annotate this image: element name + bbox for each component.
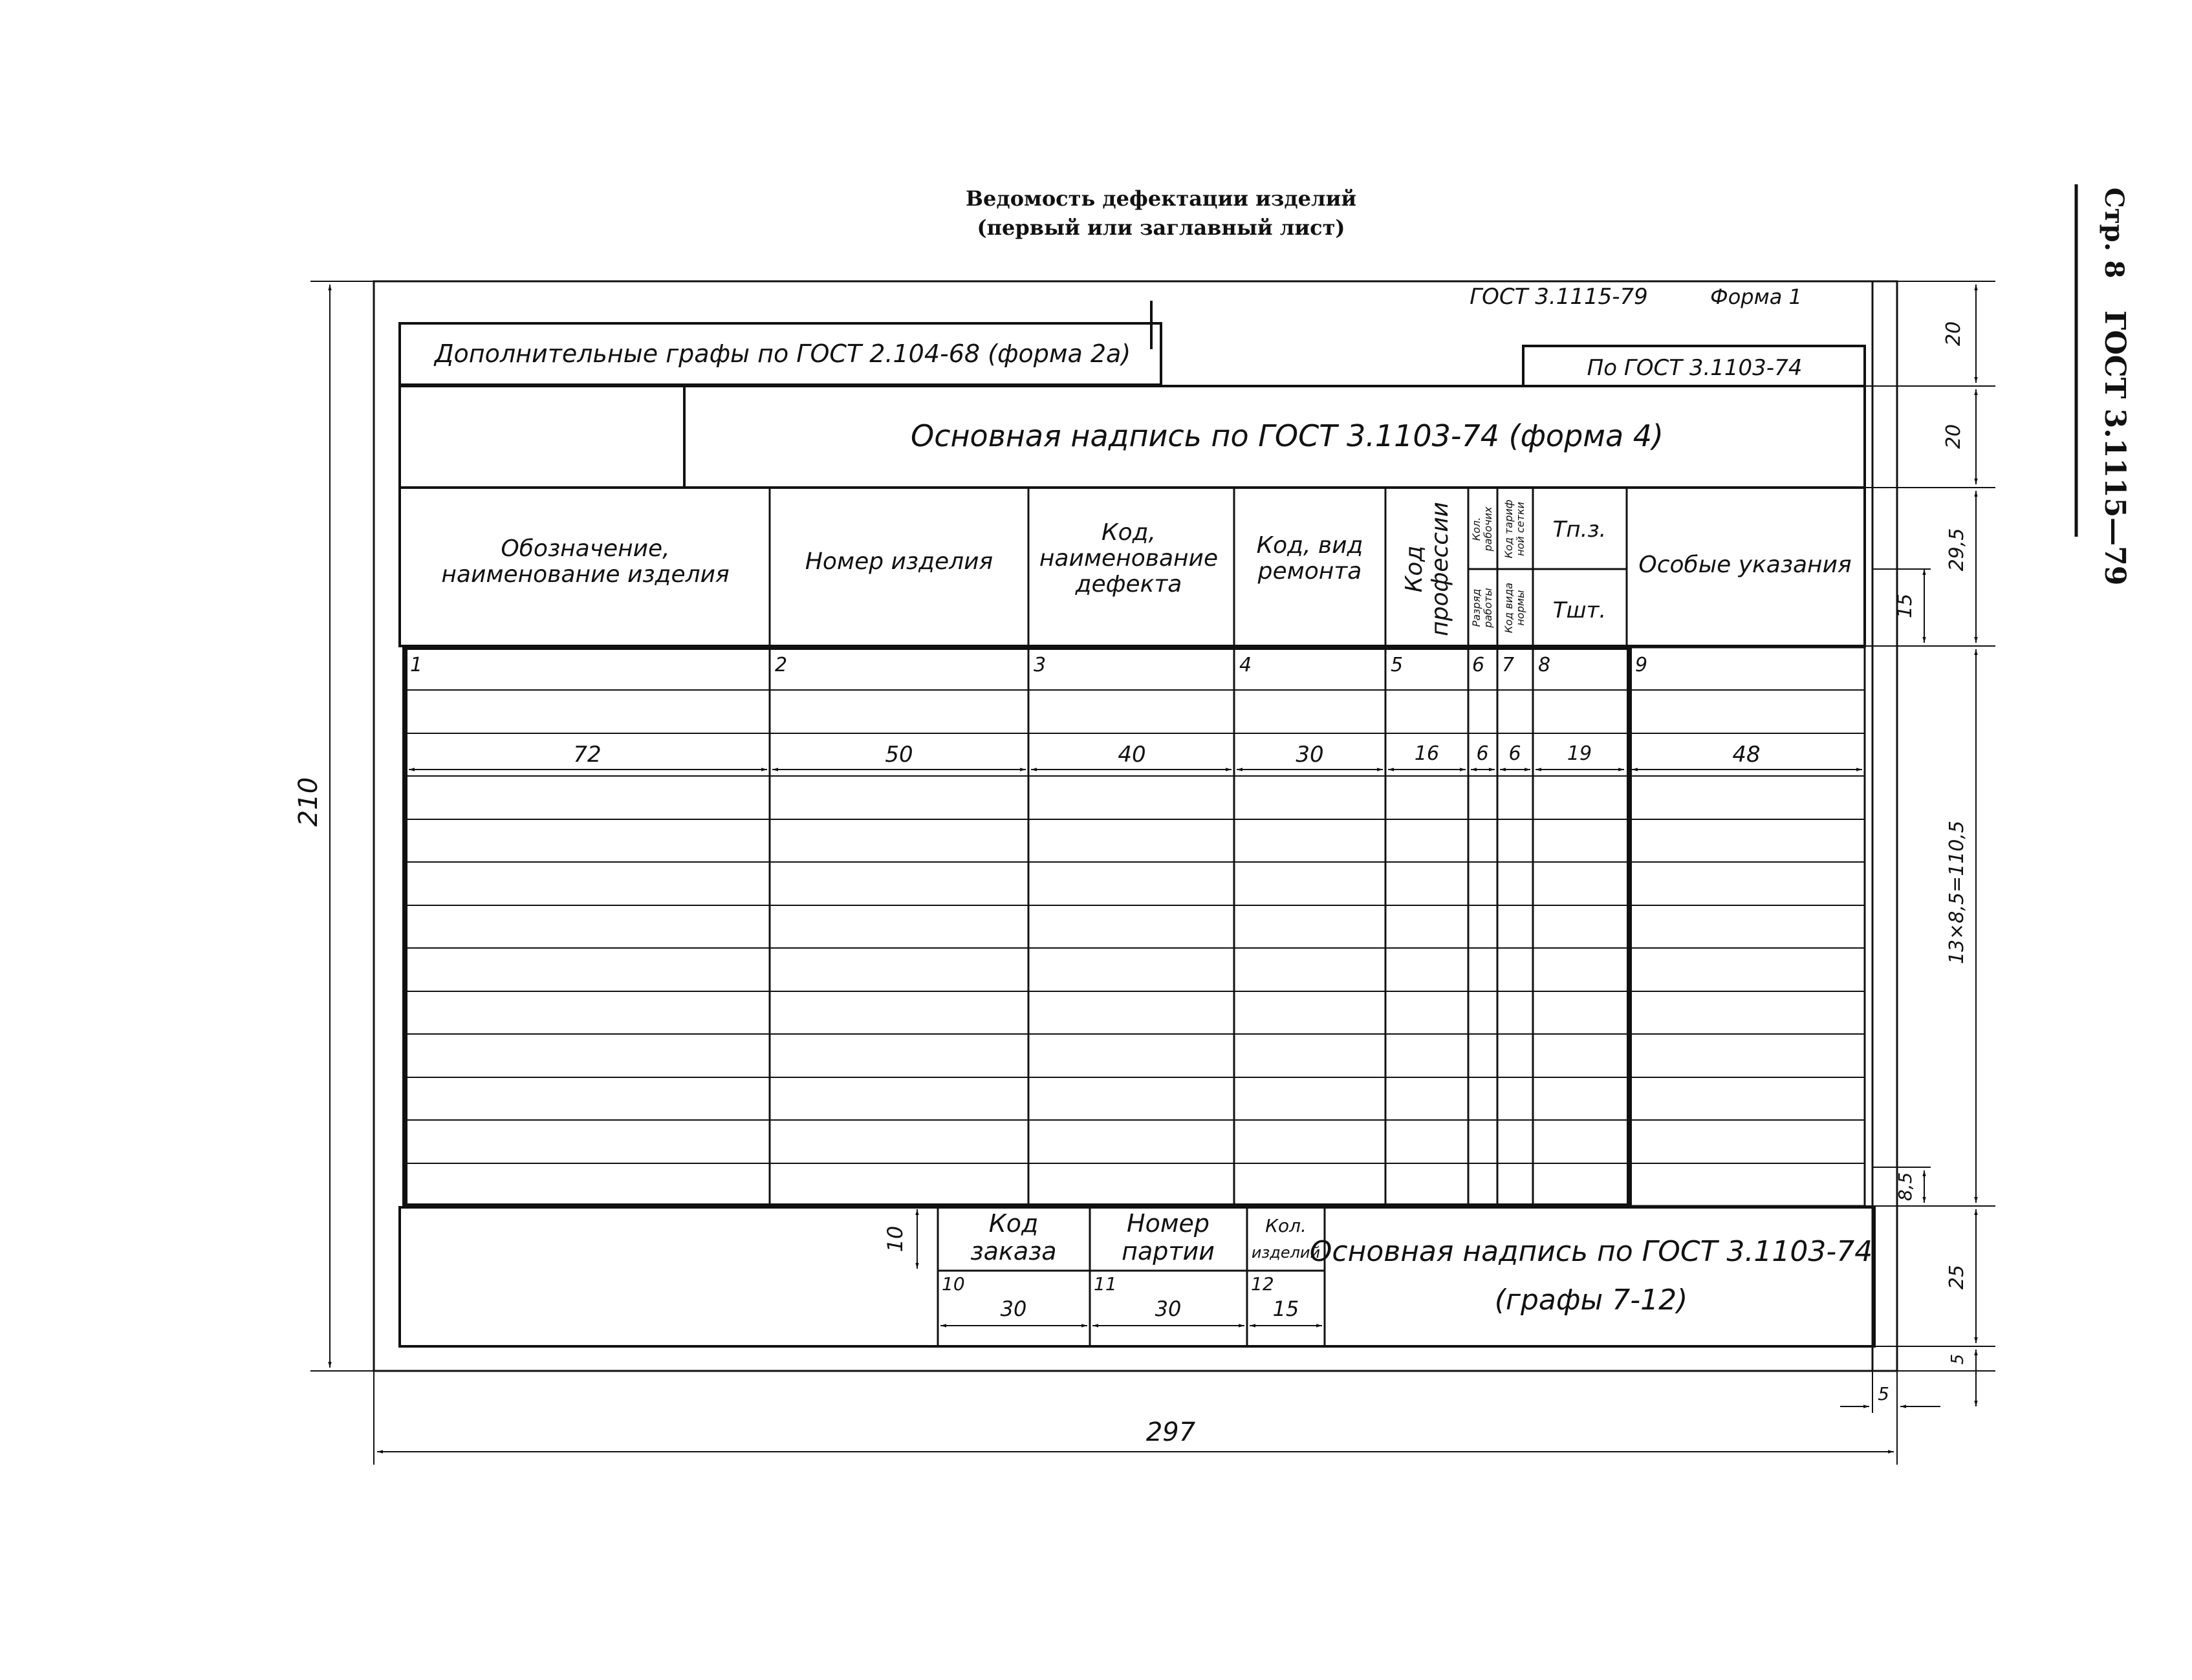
footer-batch-1: Номер — [1127, 1209, 1210, 1238]
header-workers — [1470, 506, 1494, 552]
footer-stamp-1: Основная надпись по ГОСТ 3.1103-74 — [1309, 1235, 1873, 1268]
col-number-6: 6 — [1472, 654, 1485, 676]
header-defect-2: наименование — [1039, 545, 1219, 572]
col-width-8: 19 — [1567, 742, 1592, 765]
table-body-box — [405, 647, 1629, 1206]
footer-num-10: 10 — [942, 1273, 965, 1295]
page-subtitle: (первый или заглавный лист) — [977, 215, 1345, 240]
footer-width-10: 30 — [1000, 1297, 1027, 1321]
header-special: Особые указания — [1638, 552, 1852, 578]
col-width-1: 72 — [573, 742, 602, 768]
col-width-3: 40 — [1118, 742, 1146, 768]
page-title: Ведомость дефектации изделий — [965, 186, 1357, 211]
header-tpz: Тп.з. — [1552, 517, 1607, 543]
col-number-3: 3 — [1034, 654, 1047, 676]
dim-r-5: 5 — [1948, 1353, 1968, 1365]
main-stamp-label: Основная надпись по ГОСТ 3.1103-74 (форма 4) — [910, 418, 1664, 453]
col-number-4: 4 — [1239, 654, 1252, 676]
dim-r-20b: 20 — [1942, 424, 1965, 449]
header-repair-2: ремонта — [1257, 558, 1362, 585]
header-profession — [1401, 502, 1453, 636]
col-width-5: 16 — [1414, 742, 1440, 765]
dim-r-25: 25 — [1946, 1264, 1968, 1290]
footer-width-11: 30 — [1155, 1297, 1182, 1321]
header-designation-1: Обозначение, — [501, 535, 670, 562]
width-dimension-label: 297 — [1145, 1417, 1196, 1447]
footer-num-12: 12 — [1251, 1273, 1274, 1295]
dim-r-29-5: 29,5 — [1946, 528, 1968, 572]
footer-order-code-1: Код — [988, 1209, 1039, 1238]
dim-r-15: 15 — [1894, 593, 1916, 619]
col-number-7: 7 — [1502, 654, 1515, 676]
col-number-2: 2 — [775, 654, 788, 676]
header-grade — [1470, 588, 1494, 629]
header-defect-1: Код, — [1101, 519, 1156, 546]
header-repair-1: Код, вид — [1256, 532, 1363, 559]
header-designation-2: наименование изделия — [441, 561, 730, 588]
side-page-label — [2098, 188, 2131, 585]
col-width-7: 6 — [1508, 742, 1521, 765]
footer-qty-2: изделий — [1251, 1244, 1321, 1262]
dim-r-20a: 20 — [1942, 321, 1965, 347]
form-gost-label: ГОСТ 3.1115-79 — [1470, 284, 1648, 310]
header-grade-1: Разряд — [1470, 588, 1482, 627]
form-number-label: Форма 1 — [1710, 285, 1802, 309]
dim-r-rows: 13×8,5=110,5 — [1946, 820, 1968, 965]
footer-order-code-2: заказа — [970, 1237, 1057, 1265]
width-dimension — [374, 1371, 1897, 1465]
header-norm — [1503, 583, 1526, 633]
header-profession-1: Код — [1401, 545, 1427, 593]
col-number-1: 1 — [410, 654, 423, 676]
header-norm-1: Код вида — [1503, 583, 1515, 633]
dim-b-5: 5 — [1878, 1383, 1889, 1405]
height-dimension-label: 210 — [294, 777, 323, 827]
col-number-8: 8 — [1538, 654, 1551, 676]
header-workers-1: Кол. — [1470, 517, 1482, 541]
footer-stamp-2: (графы 7-12) — [1494, 1284, 1688, 1317]
col-width-2: 50 — [885, 742, 913, 768]
extra-columns-label: Дополнительные графы по ГОСТ 2.104-68 (форма 2а) — [434, 339, 1131, 368]
col-number-5: 5 — [1391, 654, 1404, 676]
side-label-gost: ГОСТ 3.1115—79 — [2098, 310, 2131, 586]
header-defect-3: дефекта — [1075, 571, 1182, 598]
footer-width-12: 15 — [1272, 1297, 1299, 1321]
header-tsht: Тшт. — [1552, 598, 1607, 623]
header-profession-2: профессии — [1427, 502, 1453, 636]
header-tariff-2: ной сетки — [1514, 502, 1526, 556]
side-label-page: Стр. 8 — [2099, 188, 2129, 279]
body-column-dividers — [770, 647, 1533, 1206]
header-workers-2: рабочих — [1482, 506, 1494, 552]
footer-qty-1: Кол. — [1265, 1215, 1307, 1236]
footer-num-11: 11 — [1094, 1273, 1117, 1295]
col-number-9: 9 — [1635, 654, 1648, 676]
col-width-9: 48 — [1732, 742, 1761, 768]
header-tariff-1: Код тариф — [1503, 499, 1515, 559]
footer-batch-2: партии — [1122, 1237, 1215, 1265]
header-grade-2: работы — [1482, 588, 1494, 628]
footer-dim-10-label: 10 — [883, 1225, 907, 1253]
header-norm-2: нормы — [1514, 590, 1526, 626]
dim-r-8-5: 8,5 — [1894, 1172, 1916, 1201]
header-item-number: Номер изделия — [805, 548, 993, 575]
ref-box-label: По ГОСТ 3.1103-74 — [1587, 355, 1803, 381]
table-notes-column — [1629, 647, 1865, 1206]
col-width-4: 30 — [1296, 742, 1324, 768]
col-width-6: 6 — [1476, 742, 1489, 765]
header-tariff — [1503, 500, 1526, 559]
